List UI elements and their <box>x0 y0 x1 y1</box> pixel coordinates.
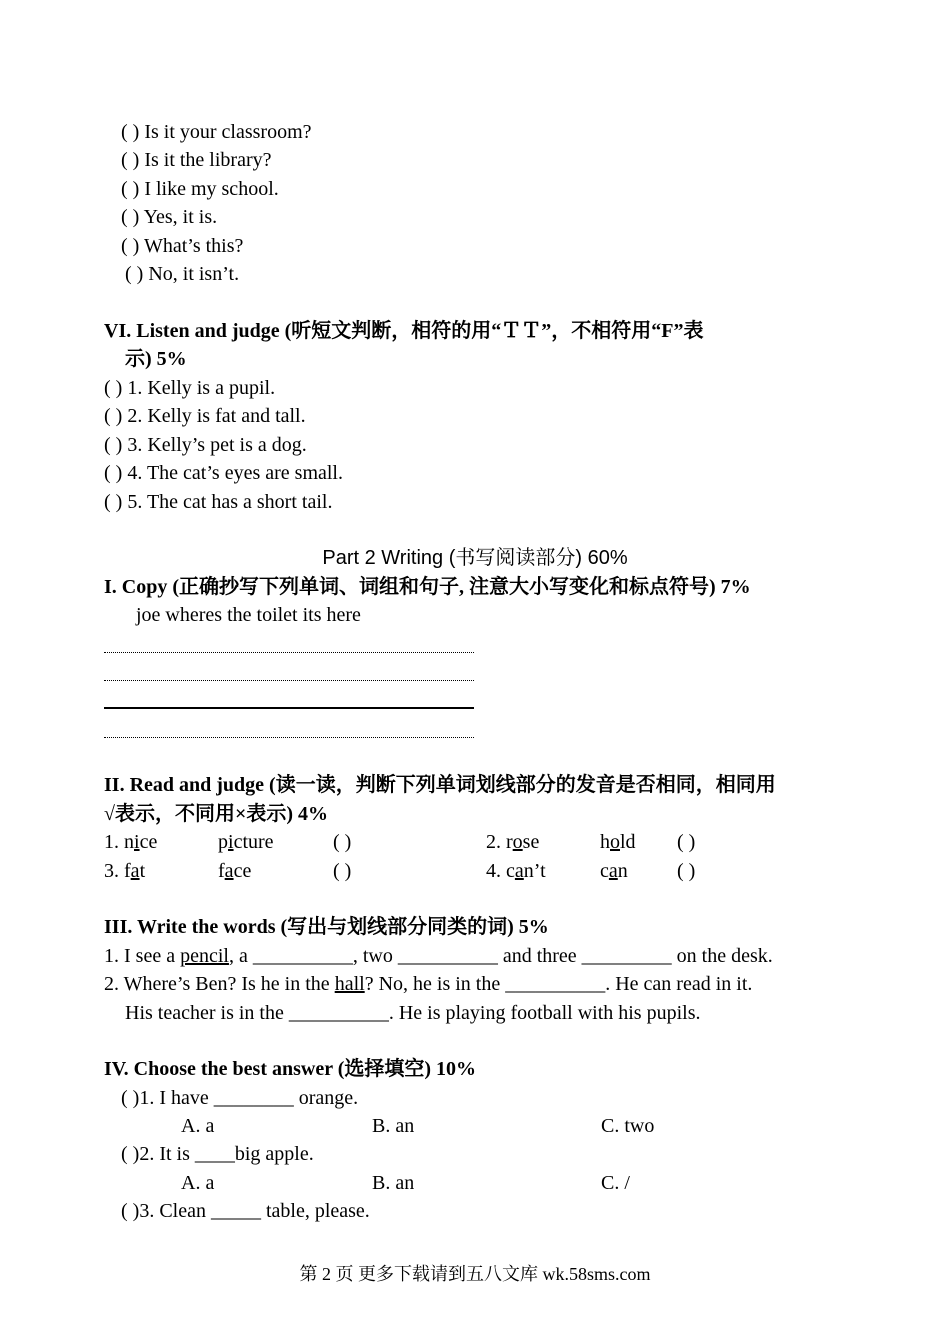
words-sentence-2-cont: His teacher is in the __________. He is playing football with his pupils. <box>125 1002 701 1024</box>
judge-item-4: ( ) 4. The cat’s eyes are small. <box>104 462 343 484</box>
choice-question-1: ( )1. I have ________ orange. <box>121 1087 359 1109</box>
writing-line-3 <box>104 707 474 709</box>
section6-title-cont: 示) 5% <box>125 348 187 370</box>
sound-row-2-word-4: can <box>600 860 628 882</box>
judge-item-5: ( ) 5. The cat has a short tail. <box>104 491 333 513</box>
judge-item-1: ( ) 1. Kelly is a pupil. <box>104 377 276 399</box>
section4-title: IV. Choose the best answer (选择填空) 10% <box>104 1058 477 1080</box>
match-item-3: ( ) I like my school. <box>121 178 279 200</box>
choice-2-option-a: A. a <box>181 1172 215 1194</box>
page-footer: 第 2 页 更多下载请到五八文库 wk.58sms.com <box>299 1264 651 1284</box>
part2-title: Part 2 Writing (书写阅读部分) 60% <box>322 547 628 569</box>
sound-row-1-word-2: picture <box>218 831 274 853</box>
sound-row-1-answer-2: ( ) <box>677 831 696 853</box>
judge-item-2: ( ) 2. Kelly is fat and tall. <box>104 405 306 427</box>
choice-2-option-c: C. / <box>601 1172 630 1194</box>
match-item-4: ( ) Yes, it is. <box>121 206 218 228</box>
sound-row-2-answer-1: ( ) <box>333 860 352 882</box>
choice-2-option-b: B. an <box>372 1172 415 1194</box>
choice-1-option-b: B. an <box>372 1115 415 1137</box>
match-item-5: ( ) What’s this? <box>121 235 244 257</box>
choice-1-option-c: C. two <box>601 1115 655 1137</box>
sound-row-2-word-1: 3. fat <box>104 860 146 882</box>
match-item-6: ( ) No, it isn’t. <box>125 263 240 285</box>
words-sentence-2: 2. Where’s Ben? Is he in the hall? No, he is in the __________. He can read in it. <box>104 973 753 995</box>
words-sentence-1: 1. I see a pencil, a __________, two __________ and three _________ on the desk. <box>104 945 773 967</box>
writing-line-1 <box>104 652 474 653</box>
writing-line-4 <box>104 737 474 738</box>
sound-row-1-word-4: hold <box>600 831 636 853</box>
choice-question-2: ( )2. It is ____big apple. <box>121 1143 314 1165</box>
match-item-1: ( ) Is it your classroom? <box>121 121 312 143</box>
sound-row-2-word-3: 4. can’t <box>486 860 546 882</box>
copy-text: joe wheres the toilet its here <box>136 604 361 626</box>
section6-title <box>104 319 704 343</box>
match-item-2: ( ) Is it the library? <box>121 149 272 171</box>
section6-title-en: VI. Listen and judge <box>104 320 280 342</box>
sound-row-1-word-1: 1. nice <box>104 831 158 853</box>
sound-row-2-answer-2: ( ) <box>677 860 696 882</box>
section6-title-cn: (听短文判断，相符的用“ＴＴ”，不相符用“F”表 <box>279 320 704 342</box>
section2-title-line2: √表示，不同用×表示) 4% <box>104 803 329 825</box>
section3-title: III. Write the words (写出与划线部分同类的词) 5% <box>104 916 549 938</box>
section2-title-line1: II. Read and judge (读一读，判断下列单词划线部分的发音是否相同，相同用 <box>104 774 776 796</box>
choice-1-option-a: A. a <box>181 1115 215 1137</box>
sound-row-2-word-2: face <box>218 860 252 882</box>
choice-question-3: ( )3. Clean _____ table, please. <box>121 1200 370 1222</box>
writing-line-2 <box>104 680 474 681</box>
judge-item-3: ( ) 3. Kelly’s pet is a dog. <box>104 434 307 456</box>
section1-title: I. Copy (正确抄写下列单词、词组和句子, 注意大小写变化和标点符号) 7% <box>104 576 751 598</box>
sound-row-1-answer-1: ( ) <box>333 831 352 853</box>
sound-row-1-word-3: 2. rose <box>486 831 540 853</box>
